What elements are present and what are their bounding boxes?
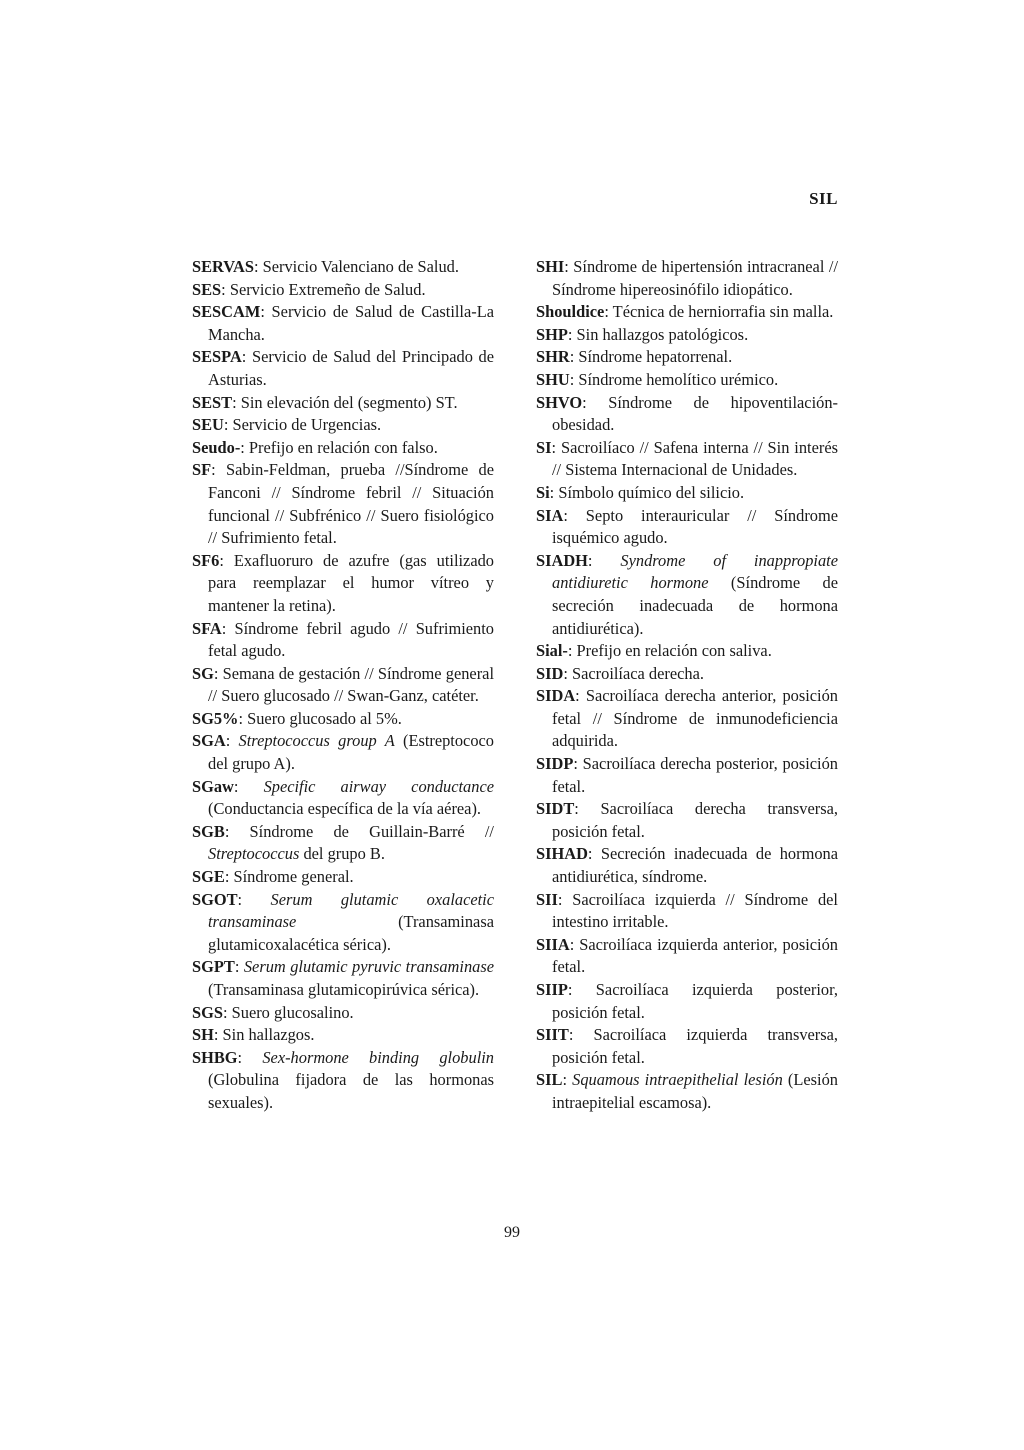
glossary-entry bbox=[536, 505, 838, 550]
entry-term: SHR bbox=[536, 347, 570, 367]
glossary-entry bbox=[192, 301, 494, 346]
glossary-entry bbox=[536, 934, 838, 979]
entry-term: SIDT bbox=[536, 799, 575, 819]
entry-definition: : Sacroilíaca derecha. bbox=[563, 663, 704, 683]
glossary-entry bbox=[192, 437, 494, 460]
glossary-entry bbox=[536, 640, 838, 663]
entry-definition: : Servicio Extremeño de Salud. bbox=[221, 279, 426, 299]
entry-term: SIL bbox=[536, 1070, 563, 1090]
running-head: SIL bbox=[809, 189, 838, 208]
entry-definition: : Síndrome de Guillain-Barré // bbox=[224, 821, 494, 841]
entry-term: SG bbox=[192, 663, 214, 683]
entry-definition: : Sacroilíaca derecha posterior, posición fetal. bbox=[552, 754, 838, 796]
entry-definition-italic: Serum glutamic oxalacetic transaminase bbox=[208, 889, 494, 932]
entry-term: SF bbox=[192, 460, 212, 480]
page-number: 99 bbox=[504, 1224, 520, 1241]
entry-definition: : bbox=[237, 1047, 263, 1067]
entry-definition: : Síndrome de hipoventilación-obesidad. bbox=[552, 392, 838, 435]
entry-definition: : Secreción inadecuada de hormona antidiurética, síndrome. bbox=[552, 844, 838, 887]
entry-definition: : Sacroilíaca izquierda posterior, posición fetal. bbox=[552, 980, 838, 1022]
right-column bbox=[536, 256, 838, 1115]
glossary-entry bbox=[536, 324, 838, 347]
entry-term: SIIT bbox=[536, 1025, 569, 1045]
entry-definition: (Transaminasa glutamicopirúvica sérica). bbox=[208, 980, 480, 999]
entry-definition: : bbox=[237, 889, 271, 909]
entry-definition: : bbox=[234, 957, 244, 977]
glossary-entry bbox=[192, 708, 494, 731]
entry-term: SHVO bbox=[536, 392, 583, 412]
entry-term: SGOT bbox=[192, 889, 238, 909]
entry-term: Seudo- bbox=[192, 437, 241, 457]
entry-definition-italic: Squamous intraepithelial lesión bbox=[572, 1070, 783, 1090]
glossary-entry bbox=[192, 1024, 494, 1047]
entry-definition: : Septo interauricular // Síndrome isquémico agudo. bbox=[552, 505, 838, 548]
entry-term: SIIP bbox=[536, 980, 568, 999]
entry-definition-italic: Syndrome of inappropiate antidiuretic hormone bbox=[552, 550, 838, 593]
glossary-entry bbox=[192, 392, 494, 415]
entry-definition: : Prefijo en relación con saliva. bbox=[567, 641, 772, 661]
entry-definition: (Globulina fijadora de las hormonas sexuales). bbox=[208, 1070, 494, 1112]
entry-definition: del grupo B. bbox=[299, 844, 385, 864]
entry-definition: : Suero glucosalino. bbox=[222, 1002, 354, 1022]
glossary-entry bbox=[192, 663, 494, 708]
glossary-entry bbox=[192, 889, 494, 957]
glossary-entry bbox=[192, 279, 494, 302]
entry-term: SHBG bbox=[192, 1047, 238, 1067]
entry-definition: (Estreptococo del grupo A). bbox=[208, 731, 495, 774]
glossary-entry bbox=[192, 776, 494, 821]
entry-term: SESPA bbox=[192, 347, 242, 367]
entry-definition: : Suero glucosado al 5%. bbox=[238, 708, 402, 728]
entry-definition: : bbox=[225, 731, 239, 751]
entry-term: SG5% bbox=[192, 708, 239, 728]
entry-definition-italic: Specific airway conductance bbox=[263, 776, 494, 796]
glossary-entry bbox=[536, 843, 838, 888]
glossary-entry bbox=[192, 821, 494, 866]
glossary-entry bbox=[536, 369, 838, 392]
glossary-entry bbox=[192, 866, 494, 889]
entry-definition: : Sin hallazgos patológicos. bbox=[567, 324, 749, 344]
entry-definition: : Sin elevación del (segmento) ST. bbox=[232, 392, 458, 412]
entry-term: SGS bbox=[192, 1002, 223, 1022]
entry-term: SERVAS bbox=[192, 257, 254, 276]
entry-term: SIIA bbox=[536, 934, 570, 954]
entry-definition: : Sacroilíaca izquierda anterior, posición fetal. bbox=[552, 934, 838, 977]
entry-term: SID bbox=[536, 663, 564, 683]
entry-definition: (Síndrome de secreción inadecuada de hormona antidiurética). bbox=[552, 573, 838, 638]
entry-definition: (Transaminasa glutamicoxalacética sérica). bbox=[208, 912, 494, 954]
entry-definition: : Síndrome de hipertensión intracraneal // Síndrome hipereosinófilo idiopático. bbox=[552, 257, 838, 299]
entry-definition: : Técnica de herniorrafia sin malla. bbox=[604, 302, 834, 322]
glossary-entry bbox=[536, 346, 838, 369]
entry-term: SIDA bbox=[536, 686, 576, 706]
glossary-entry bbox=[536, 889, 838, 934]
entry-term: SFA bbox=[192, 618, 222, 638]
glossary-entry bbox=[192, 618, 494, 663]
glossary-entry bbox=[536, 798, 838, 843]
entry-definition: : Sacroilíaca derecha anterior, posición fetal // Síndrome de inmunodeficiencia adquirida. bbox=[552, 686, 838, 751]
entry-term: SIHAD bbox=[536, 844, 588, 864]
entry-term: SGE bbox=[192, 867, 225, 887]
entry-term: Shouldice bbox=[536, 302, 605, 322]
glossary-entry bbox=[536, 550, 838, 640]
entry-term: SH bbox=[192, 1025, 214, 1045]
entry-definition: : Símbolo químico del silicio. bbox=[549, 482, 745, 502]
entry-definition: (Lesión intraepitelial escamosa). bbox=[552, 1070, 838, 1112]
glossary-entry bbox=[536, 663, 838, 686]
entry-definition-italic: Serum glutamic pyruvic transaminase bbox=[243, 957, 494, 977]
entry-definition: : Sin hallazgos. bbox=[213, 1025, 315, 1045]
entry-definition: : Servicio de Salud de Castilla-La Mancha. bbox=[208, 302, 494, 344]
entry-term: SHU bbox=[536, 369, 570, 389]
entry-definition: : Servicio de Urgencias. bbox=[223, 415, 382, 435]
entry-term: SF6 bbox=[192, 550, 220, 570]
glossary-entry bbox=[192, 956, 494, 1001]
glossary-entry bbox=[192, 256, 494, 279]
entry-definition: : Síndrome hemolítico urémico. bbox=[569, 369, 779, 389]
glossary-entry bbox=[536, 1069, 838, 1114]
entry-definition: : bbox=[562, 1070, 573, 1090]
entry-definition: : Sacroilíaca izquierda transversa, posición fetal. bbox=[552, 1025, 838, 1067]
entry-term: SGPT bbox=[192, 957, 235, 977]
entry-term: Si bbox=[536, 482, 550, 502]
glossary-entry bbox=[536, 482, 838, 505]
glossary-entry bbox=[192, 1047, 494, 1115]
entry-term: Sial- bbox=[536, 641, 568, 661]
entry-definition: : Servicio Valenciano de Salud. bbox=[253, 257, 459, 276]
entry-definition: : Síndrome general. bbox=[224, 867, 354, 887]
entry-term: SI bbox=[536, 437, 552, 457]
entry-term: SGA bbox=[192, 731, 226, 751]
entry-definition-italic: Streptococcus bbox=[208, 844, 300, 864]
entry-term: SGaw bbox=[192, 776, 234, 796]
glossary-entry bbox=[192, 459, 494, 549]
glossary-entry bbox=[536, 979, 838, 1024]
entry-definition: : bbox=[587, 550, 621, 570]
entry-definition: : Síndrome hepatorrenal. bbox=[569, 347, 733, 367]
glossary-entry bbox=[192, 550, 494, 618]
entry-definition: : Servicio de Salud del Principado de Asturias. bbox=[208, 347, 494, 389]
glossary-entry bbox=[192, 414, 494, 437]
entry-term: SEU bbox=[192, 415, 224, 435]
left-column bbox=[192, 256, 494, 1115]
entry-definition-italic: Streptococcus group A bbox=[238, 731, 395, 751]
entry-term: SESCAM bbox=[192, 302, 261, 322]
glossary-entry bbox=[536, 256, 838, 301]
glossary-entry bbox=[192, 1002, 494, 1025]
entry-term: SII bbox=[536, 889, 558, 909]
entry-definition: : Sacroilíaca izquierda // Síndrome del intestino irritable. bbox=[552, 889, 838, 932]
entry-term: SES bbox=[192, 279, 222, 299]
glossary-entry bbox=[192, 730, 494, 775]
entry-term: SHI bbox=[536, 257, 565, 276]
entry-definition: : Semana de gestación // Síndrome general // Suero glucosado // Swan-Ganz, catéter. bbox=[208, 663, 494, 706]
glossary-entry bbox=[536, 1024, 838, 1069]
entry-term: SHP bbox=[536, 324, 568, 344]
entry-term: SIA bbox=[536, 505, 564, 525]
entry-term: SIADH bbox=[536, 550, 588, 570]
glossary-entry bbox=[536, 437, 838, 482]
glossary-entry bbox=[536, 753, 838, 798]
glossary-entry bbox=[536, 685, 838, 753]
entry-term: SEST bbox=[192, 392, 233, 412]
entry-definition: : Sacroilíaca derecha transversa, posición fetal. bbox=[552, 799, 838, 841]
entry-definition: (Conductancia específica de la vía aérea). bbox=[208, 799, 482, 819]
glossary-entry bbox=[192, 346, 494, 391]
entry-definition: : Exafluoruro de azufre (gas utilizado para reemplazar el humor vítreo y mantener la retina). bbox=[208, 550, 494, 615]
entry-definition-italic: Sex-hormone binding globulin bbox=[262, 1047, 494, 1067]
entry-term: SGB bbox=[192, 821, 225, 841]
entry-term: SIDP bbox=[536, 754, 574, 774]
glossary-entry bbox=[536, 392, 838, 437]
entry-definition: : Síndrome febril agudo // Sufrimiento fetal agudo. bbox=[208, 618, 494, 661]
entry-definition: : Sabin-Feldman, prueba //Síndrome de Fanconi // Síndrome febril // Situación funcional // Subfrénico // Suero fisiológico // Sufrimiento fetal. bbox=[208, 460, 494, 548]
entry-definition: : bbox=[233, 776, 264, 796]
entry-definition: : Prefijo en relación con falso. bbox=[240, 437, 438, 457]
glossary-entry bbox=[536, 301, 838, 324]
entry-definition: : Sacroilíaco // Safena interna // Sin interés // Sistema Internacional de Unidades. bbox=[551, 437, 838, 480]
